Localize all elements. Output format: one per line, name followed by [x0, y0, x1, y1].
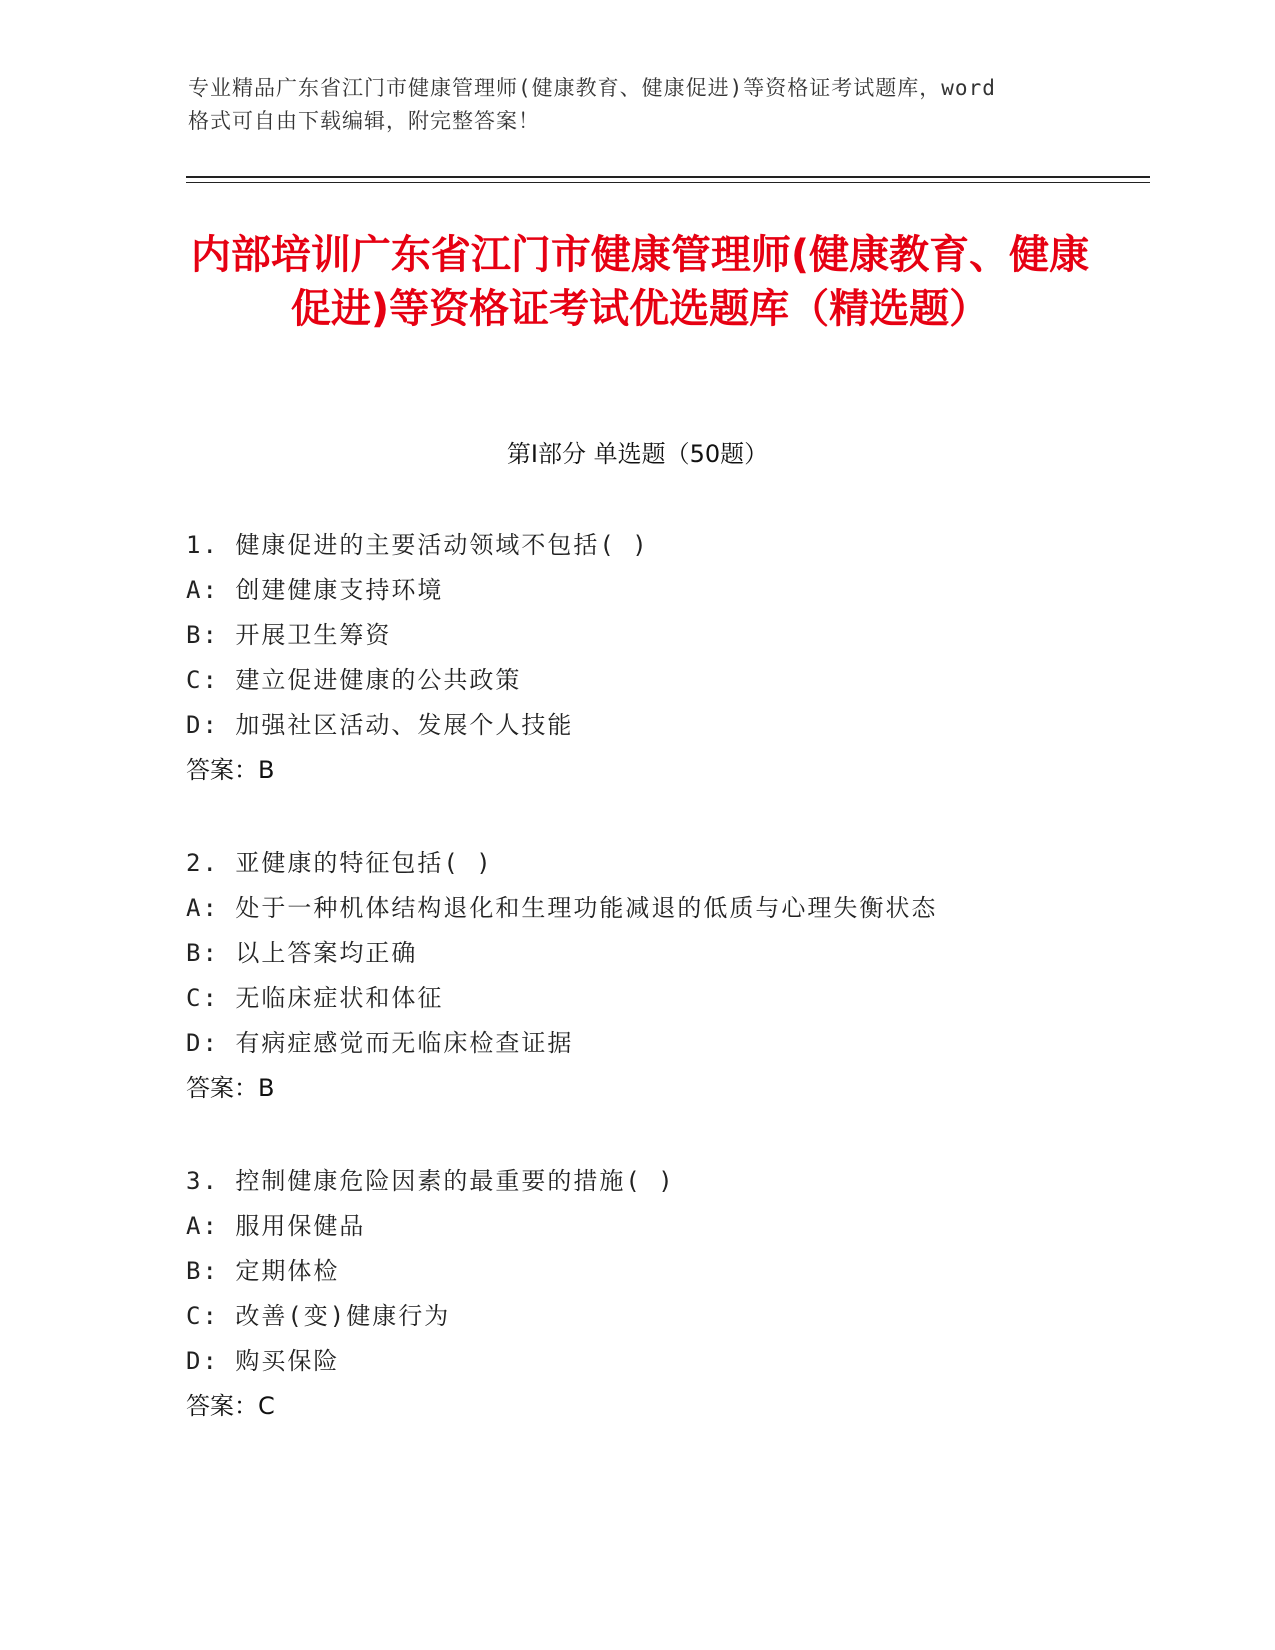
option-c: C: 改善(变)健康行为	[186, 1302, 451, 1330]
header-rule-thin	[186, 182, 1150, 183]
answer: 答案：B	[186, 756, 275, 784]
document-title: 内部培训广东省江门市健康管理师(健康教育、健康促进)等资格证考试优选题库（精选题）	[190, 232, 1090, 332]
option-a: A: 处于一种机体结构退化和生理功能减退的低质与心理失衡状态	[186, 894, 938, 922]
option-d: D: 购买保险	[186, 1347, 340, 1375]
option-b: B: 定期体检	[186, 1257, 340, 1285]
option-b: B: 开展卫生筹资	[186, 621, 392, 649]
option-b: B: 以上答案均正确	[186, 939, 418, 967]
question-stem: 2. 亚健康的特征包括( )	[186, 849, 493, 877]
question-3	[186, 1159, 1086, 1429]
header-note-line-1: 专业精品广东省江门市健康管理师(健康教育、健康促进)等资格证考试题库，word	[188, 76, 996, 100]
option-d: D: 有病症感觉而无临床检查证据	[186, 1029, 574, 1057]
option-d: D: 加强社区活动、发展个人技能	[186, 711, 574, 739]
option-a: A: 创建健康支持环境	[186, 576, 444, 604]
question-2	[186, 841, 1086, 1111]
header-note	[188, 72, 1088, 138]
option-a: A: 服用保健品	[186, 1212, 366, 1240]
answer: 答案：C	[186, 1392, 275, 1420]
section-title: 第Ⅰ部分 单选题（50题）	[506, 440, 769, 468]
option-c: C: 无临床症状和体征	[186, 984, 444, 1012]
option-c: C: 建立促进健康的公共政策	[186, 666, 522, 694]
question-1	[186, 523, 1086, 793]
header-rule-thick	[186, 176, 1150, 178]
answer: 答案：B	[186, 1074, 275, 1102]
header-note-line-2: 格式可自由下载编辑，附完整答案！	[188, 109, 540, 133]
question-stem: 1. 健康促进的主要活动领域不包括( )	[186, 531, 649, 559]
question-stem: 3. 控制健康危险因素的最重要的措施( )	[186, 1167, 675, 1195]
